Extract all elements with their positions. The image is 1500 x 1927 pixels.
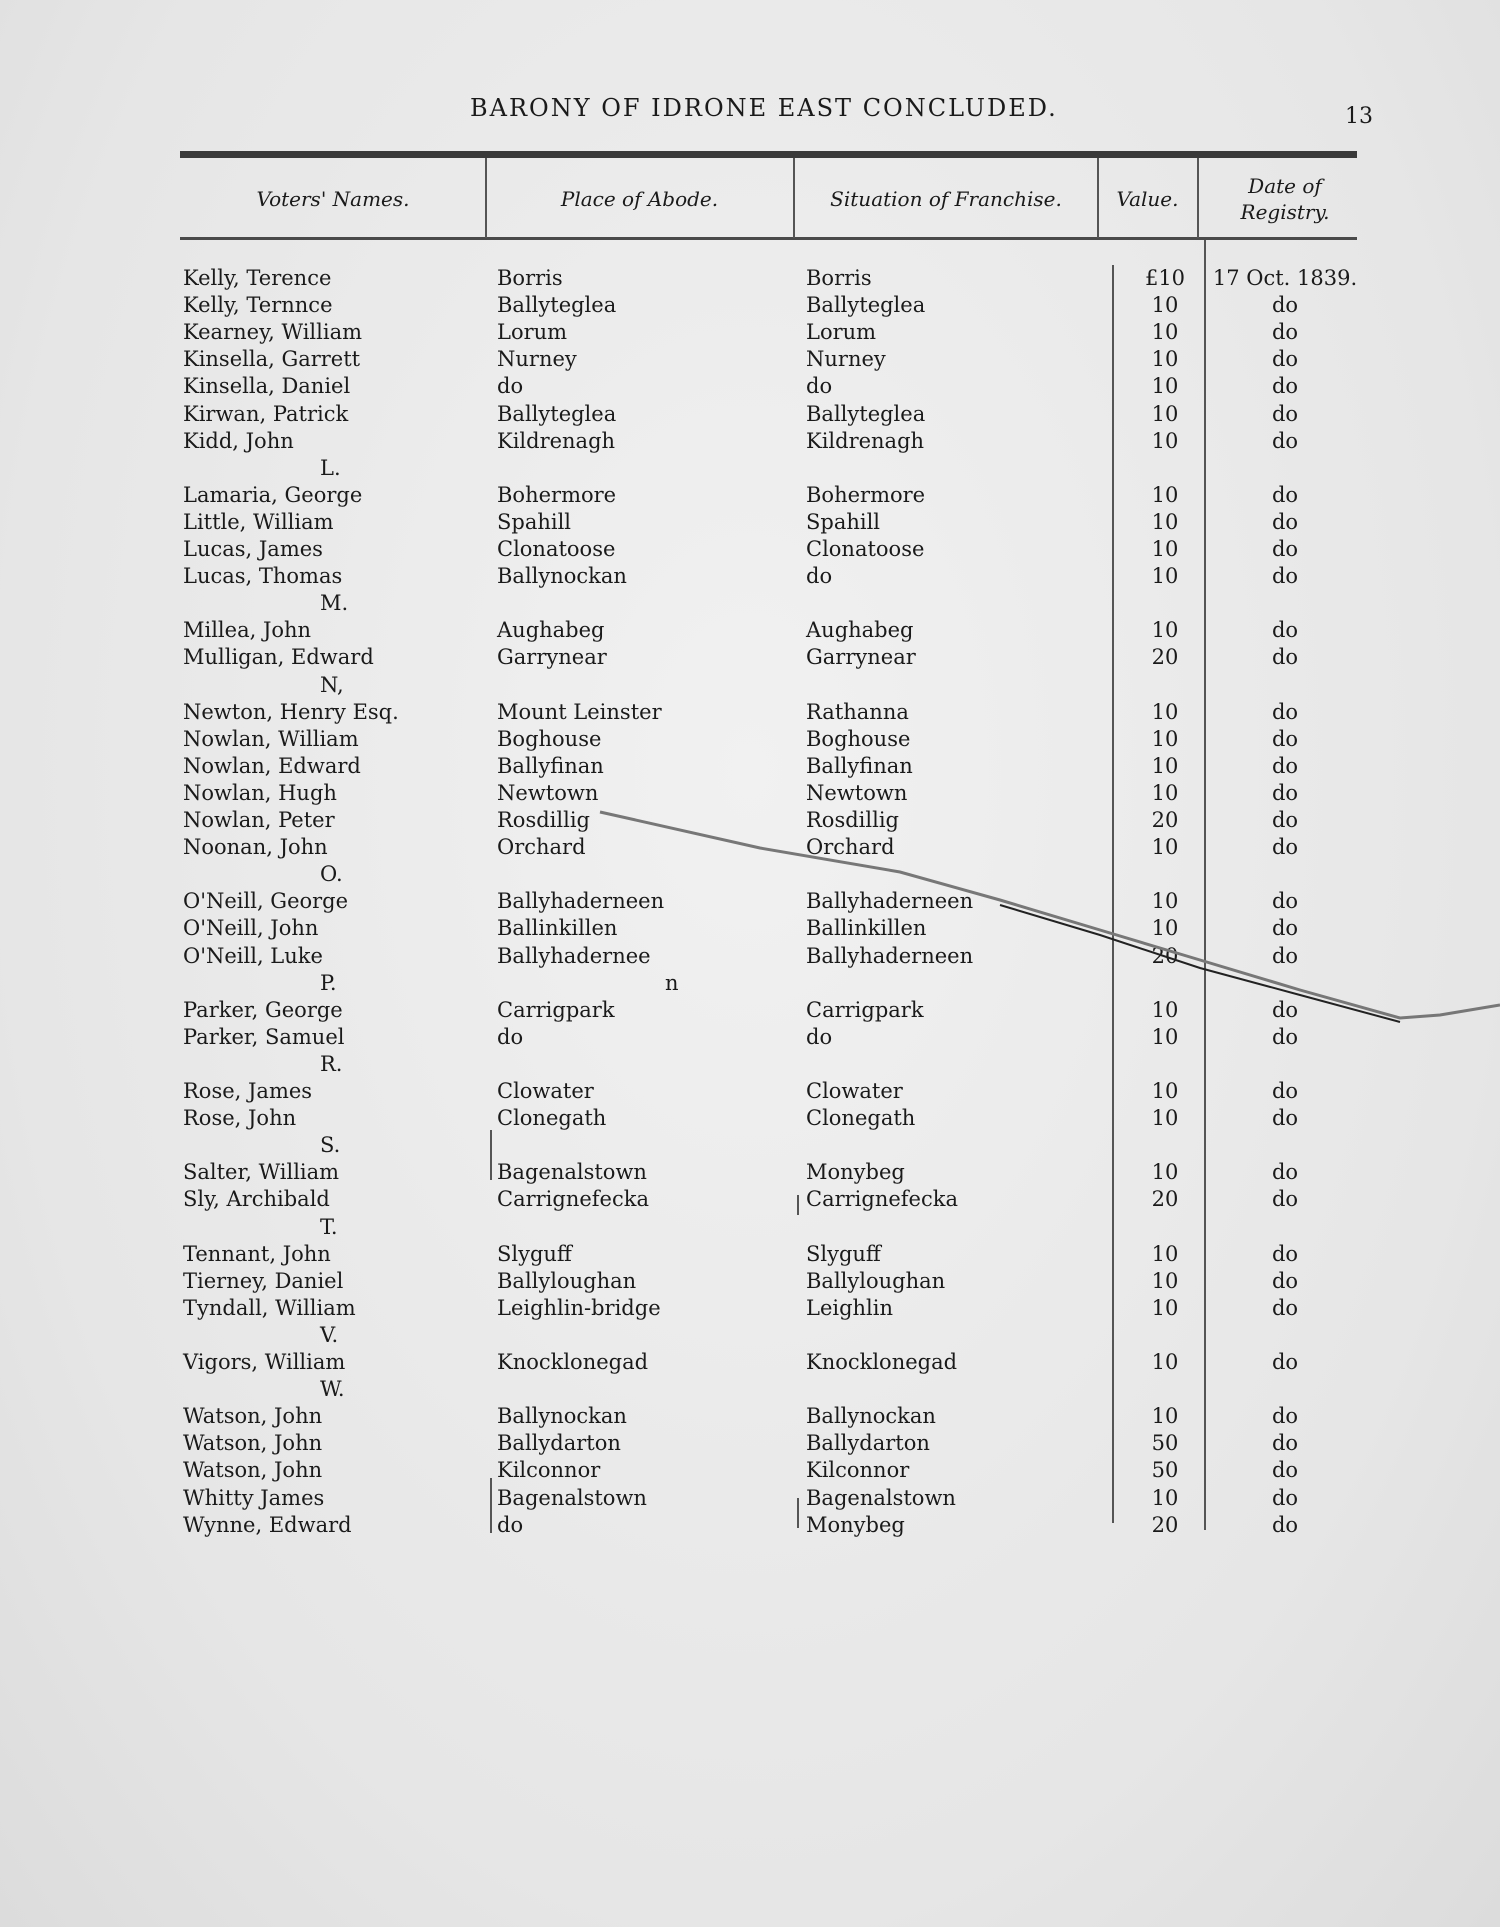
franchise-value: £10 bbox=[1144, 266, 1186, 290]
column-header-abode: Place of Abode. bbox=[560, 187, 719, 211]
voter-name: Nowlan, Edward bbox=[183, 754, 361, 778]
section-letter-label: N, bbox=[320, 673, 344, 697]
place-of-abode: Carrignefecka bbox=[497, 1187, 649, 1211]
voter-name: Rose, James bbox=[183, 1079, 313, 1103]
date-of-registry: do bbox=[1271, 998, 1299, 1022]
date-of-registry: do bbox=[1271, 564, 1299, 588]
situation-of-franchise: Clonegath bbox=[806, 1106, 916, 1130]
voter-name: O'Neill, John bbox=[183, 916, 319, 940]
situation-of-franchise: Nurney bbox=[806, 347, 886, 371]
date-of-registry: do bbox=[1271, 1431, 1299, 1455]
date-of-registry: do bbox=[1271, 781, 1299, 805]
date-of-registry: do bbox=[1271, 510, 1299, 534]
date-of-registry: do bbox=[1271, 1296, 1299, 1320]
voter-name: Nowlan, William bbox=[183, 727, 359, 751]
franchise-value: 10 bbox=[1151, 429, 1179, 453]
situation-of-franchise: Ballyfinan bbox=[806, 754, 913, 778]
situation-of-franchise: Spahill bbox=[806, 510, 881, 534]
date-of-registry: do bbox=[1271, 1486, 1299, 1510]
voter-name: Kinsella, Garrett bbox=[183, 347, 361, 371]
voter-name: Millea, John bbox=[183, 618, 312, 642]
situation-of-franchise: Garrynear bbox=[806, 645, 916, 669]
franchise-value: 10 bbox=[1151, 564, 1179, 588]
column-header-value: Value. bbox=[1116, 187, 1179, 211]
situation-of-franchise: Newtown bbox=[806, 781, 908, 805]
column-header-name: Voters' Names. bbox=[256, 187, 410, 211]
date-of-registry: do bbox=[1271, 889, 1299, 913]
place-of-abode: Ballynockan bbox=[497, 1404, 627, 1428]
place-of-abode: Ballyhadernee bbox=[497, 944, 651, 968]
situation-of-franchise: Slyguff bbox=[806, 1242, 881, 1266]
voter-name: Lamaria, George bbox=[183, 483, 363, 507]
voter-name: Kearney, William bbox=[183, 320, 363, 344]
section-letter-label: V. bbox=[320, 1323, 339, 1347]
place-of-abode: Bagenalstown bbox=[497, 1160, 647, 1184]
situation-of-franchise: Clonatoose bbox=[806, 537, 925, 561]
place-of-abode: Slyguff bbox=[497, 1242, 572, 1266]
franchise-value: 10 bbox=[1151, 537, 1179, 561]
date-of-registry: do bbox=[1271, 1513, 1299, 1537]
date-of-registry: do bbox=[1271, 916, 1299, 940]
date-of-registry: do bbox=[1271, 320, 1299, 344]
voter-name: Watson, John bbox=[183, 1458, 323, 1482]
voter-name: Parker, George bbox=[183, 998, 343, 1022]
franchise-value: 10 bbox=[1151, 483, 1179, 507]
franchise-value: 10 bbox=[1151, 293, 1179, 317]
date-of-registry: do bbox=[1271, 1187, 1299, 1211]
place-of-abode: Bohermore bbox=[497, 483, 617, 507]
place-of-abode: do bbox=[497, 374, 524, 398]
place-of-abode: Ballydarton bbox=[497, 1431, 621, 1455]
place-of-abode: Ballinkillen bbox=[497, 916, 618, 940]
voter-name: Little, William bbox=[183, 510, 334, 534]
situation-of-franchise: Rosdillig bbox=[806, 808, 899, 832]
voter-name: Kinsella, Daniel bbox=[183, 374, 351, 398]
franchise-value: 10 bbox=[1151, 1404, 1179, 1428]
place-of-abode: Clowater bbox=[497, 1079, 594, 1103]
situation-of-franchise: Rathanna bbox=[806, 700, 909, 724]
place-of-abode: Rosdillig bbox=[497, 808, 590, 832]
franchise-value: 10 bbox=[1151, 1269, 1179, 1293]
voter-name: Whitty James bbox=[183, 1486, 325, 1510]
franchise-value: 10 bbox=[1151, 320, 1179, 344]
situation-of-franchise: Carrigpark bbox=[806, 998, 924, 1022]
situation-of-franchise: Orchard bbox=[806, 835, 895, 859]
date-of-registry: do bbox=[1271, 1106, 1299, 1130]
section-letter-label: R. bbox=[320, 1052, 343, 1076]
situation-of-franchise: do bbox=[806, 1025, 833, 1049]
franchise-value: 10 bbox=[1151, 700, 1179, 724]
date-of-registry: do bbox=[1271, 1269, 1299, 1293]
franchise-value: 10 bbox=[1151, 727, 1179, 751]
place-of-abode: Ballyteglea bbox=[497, 293, 617, 317]
voter-name: Nowlan, Peter bbox=[183, 808, 335, 832]
date-of-registry: do bbox=[1271, 835, 1299, 859]
franchise-value: 10 bbox=[1151, 1242, 1179, 1266]
situation-of-franchise: Knocklonegad bbox=[806, 1350, 958, 1374]
situation-of-franchise: do bbox=[806, 374, 833, 398]
situation-of-franchise: Ballyloughan bbox=[806, 1269, 946, 1293]
franchise-value: 10 bbox=[1151, 618, 1179, 642]
voter-name: Salter, William bbox=[183, 1160, 340, 1184]
voter-name: Kidd, John bbox=[183, 429, 294, 453]
situation-of-franchise: Carrignefecka bbox=[806, 1187, 958, 1211]
column-header-date-line1: Date of bbox=[1248, 174, 1322, 198]
date-of-registry: do bbox=[1271, 1025, 1299, 1049]
date-of-registry: do bbox=[1271, 483, 1299, 507]
voter-name: Mulligan, Edward bbox=[183, 645, 374, 669]
date-of-registry: do bbox=[1271, 1242, 1299, 1266]
voter-name: Kirwan, Patrick bbox=[183, 402, 349, 426]
place-of-abode: Aughabeg bbox=[497, 618, 605, 642]
situation-of-franchise: Ballyhaderneen bbox=[806, 944, 974, 968]
voter-name: Lucas, James bbox=[183, 537, 323, 561]
voter-name: Sly, Archibald bbox=[183, 1187, 330, 1211]
place-of-abode: Ballyteglea bbox=[497, 402, 617, 426]
situation-of-franchise: Ballyteglea bbox=[806, 293, 926, 317]
date-of-registry: do bbox=[1271, 944, 1299, 968]
place-of-abode: Kilconnor bbox=[497, 1458, 601, 1482]
franchise-value: 20 bbox=[1151, 808, 1179, 832]
section-letter-label: M. bbox=[320, 591, 349, 615]
franchise-value: 10 bbox=[1151, 781, 1179, 805]
place-of-abode: Clonatoose bbox=[497, 537, 616, 561]
situation-of-franchise: Lorum bbox=[806, 320, 877, 344]
voter-name: Wynne, Edward bbox=[183, 1513, 352, 1537]
date-of-registry: do bbox=[1271, 293, 1299, 317]
situation-of-franchise: Ballyhaderneen bbox=[806, 889, 974, 913]
franchise-value: 10 bbox=[1151, 889, 1179, 913]
date-of-registry: do bbox=[1271, 1350, 1299, 1374]
franchise-value: 10 bbox=[1151, 916, 1179, 940]
franchise-value: 10 bbox=[1151, 754, 1179, 778]
date-of-registry: do bbox=[1271, 754, 1299, 778]
place-of-abode: Spahill bbox=[497, 510, 572, 534]
place-of-abode: Garrynear bbox=[497, 645, 607, 669]
date-of-registry: do bbox=[1271, 618, 1299, 642]
voter-name: Tierney, Daniel bbox=[183, 1269, 344, 1293]
date-of-registry: do bbox=[1271, 1458, 1299, 1482]
date-of-registry: 17 Oct. 1839. bbox=[1212, 266, 1358, 290]
date-of-registry: do bbox=[1271, 808, 1299, 832]
situation-of-franchise: Monybeg bbox=[806, 1160, 905, 1184]
column-header-situation: Situation of Franchise. bbox=[830, 187, 1062, 211]
place-of-abode: Clonegath bbox=[497, 1106, 607, 1130]
voter-name: Watson, John bbox=[183, 1431, 323, 1455]
franchise-value: 10 bbox=[1151, 1350, 1179, 1374]
franchise-value: 10 bbox=[1151, 1025, 1179, 1049]
stray-mark: n bbox=[665, 971, 679, 995]
franchise-value: 50 bbox=[1151, 1431, 1179, 1455]
voter-name: O'Neill, George bbox=[183, 889, 349, 913]
voter-name: Watson, John bbox=[183, 1404, 323, 1428]
voter-name: Lucas, Thomas bbox=[183, 564, 343, 588]
franchise-value: 10 bbox=[1151, 1079, 1179, 1103]
situation-of-franchise: Bohermore bbox=[806, 483, 926, 507]
date-of-registry: do bbox=[1271, 402, 1299, 426]
voter-name: Rose, John bbox=[183, 1106, 297, 1130]
franchise-value: 10 bbox=[1151, 1106, 1179, 1130]
situation-of-franchise: Clowater bbox=[806, 1079, 903, 1103]
voter-name: Noonan, John bbox=[183, 835, 328, 859]
page-title: BARONY OF IDRONE EAST CONCLUDED. bbox=[470, 94, 1058, 122]
franchise-value: 20 bbox=[1151, 1513, 1179, 1537]
section-letter-label: L. bbox=[320, 456, 341, 480]
place-of-abode: Kildrenagh bbox=[497, 429, 616, 453]
voter-name: Vigors, William bbox=[183, 1350, 346, 1374]
place-of-abode: do bbox=[497, 1513, 524, 1537]
situation-of-franchise: Leighlin bbox=[806, 1296, 894, 1320]
place-of-abode: Ballyhaderneen bbox=[497, 889, 665, 913]
franchise-value: 10 bbox=[1151, 374, 1179, 398]
date-of-registry: do bbox=[1271, 537, 1299, 561]
date-of-registry: do bbox=[1271, 374, 1299, 398]
section-letter-label: O. bbox=[320, 862, 343, 886]
voter-name: Newton, Henry Esq. bbox=[183, 700, 399, 724]
voter-name: Parker, Samuel bbox=[183, 1025, 345, 1049]
place-of-abode: Carrigpark bbox=[497, 998, 615, 1022]
place-of-abode: Knocklonegad bbox=[497, 1350, 649, 1374]
section-letter-label: P. bbox=[320, 971, 337, 995]
situation-of-franchise: Boghouse bbox=[806, 727, 911, 751]
date-of-registry: do bbox=[1271, 645, 1299, 669]
place-of-abode: Ballynockan bbox=[497, 564, 627, 588]
voter-name: Nowlan, Hugh bbox=[183, 781, 337, 805]
date-of-registry: do bbox=[1271, 700, 1299, 724]
date-of-registry: do bbox=[1271, 1079, 1299, 1103]
franchise-value: 10 bbox=[1151, 1486, 1179, 1510]
page-number: 13 bbox=[1345, 104, 1373, 129]
place-of-abode: Nurney bbox=[497, 347, 577, 371]
situation-of-franchise: Kilconnor bbox=[806, 1458, 910, 1482]
column-header-date-line2: Registry. bbox=[1240, 200, 1330, 224]
section-letter-label: S. bbox=[320, 1133, 341, 1157]
franchise-value: 10 bbox=[1151, 1160, 1179, 1184]
situation-of-franchise: Bagenalstown bbox=[806, 1486, 956, 1510]
situation-of-franchise: Ballyteglea bbox=[806, 402, 926, 426]
place-of-abode: Newtown bbox=[497, 781, 599, 805]
franchise-value: 10 bbox=[1151, 835, 1179, 859]
franchise-value: 20 bbox=[1151, 1187, 1179, 1211]
franchise-value: 10 bbox=[1151, 998, 1179, 1022]
date-of-registry: do bbox=[1271, 727, 1299, 751]
situation-of-franchise: Ballynockan bbox=[806, 1404, 936, 1428]
place-of-abode: Bagenalstown bbox=[497, 1486, 647, 1510]
place-of-abode: Leighlin-bridge bbox=[497, 1296, 661, 1320]
situation-of-franchise: Ballinkillen bbox=[806, 916, 927, 940]
situation-of-franchise: Ballydarton bbox=[806, 1431, 930, 1455]
place-of-abode: Mount Leinster bbox=[497, 700, 662, 724]
date-of-registry: do bbox=[1271, 347, 1299, 371]
place-of-abode: Lorum bbox=[497, 320, 568, 344]
voter-name: O'Neill, Luke bbox=[183, 944, 323, 968]
place-of-abode: Borris bbox=[497, 266, 563, 290]
franchise-value: 50 bbox=[1151, 1458, 1179, 1482]
place-of-abode: Ballyfinan bbox=[497, 754, 604, 778]
situation-of-franchise: Monybeg bbox=[806, 1513, 905, 1537]
section-letter-label: W. bbox=[320, 1377, 345, 1401]
voter-name: Tyndall, William bbox=[183, 1296, 356, 1320]
voter-name: Tennant, John bbox=[183, 1242, 331, 1266]
situation-of-franchise: do bbox=[806, 564, 833, 588]
franchise-value: 10 bbox=[1151, 510, 1179, 534]
date-of-registry: do bbox=[1271, 1160, 1299, 1184]
place-of-abode: do bbox=[497, 1025, 524, 1049]
section-letter-label: T. bbox=[320, 1215, 338, 1239]
franchise-value: 20 bbox=[1151, 645, 1179, 669]
franchise-value: 10 bbox=[1151, 1296, 1179, 1320]
situation-of-franchise: Aughabeg bbox=[806, 618, 914, 642]
voter-name: Kelly, Ternnce bbox=[183, 293, 333, 317]
franchise-value: 10 bbox=[1151, 402, 1179, 426]
situation-of-franchise: Borris bbox=[806, 266, 872, 290]
franchise-value: 20 bbox=[1151, 944, 1179, 968]
voter-name: Kelly, Terence bbox=[183, 266, 332, 290]
date-of-registry: do bbox=[1271, 429, 1299, 453]
franchise-value: 10 bbox=[1151, 347, 1179, 371]
date-of-registry: do bbox=[1271, 1404, 1299, 1428]
place-of-abode: Ballyloughan bbox=[497, 1269, 637, 1293]
place-of-abode: Boghouse bbox=[497, 727, 602, 751]
situation-of-franchise: Kildrenagh bbox=[806, 429, 925, 453]
place-of-abode: Orchard bbox=[497, 835, 586, 859]
